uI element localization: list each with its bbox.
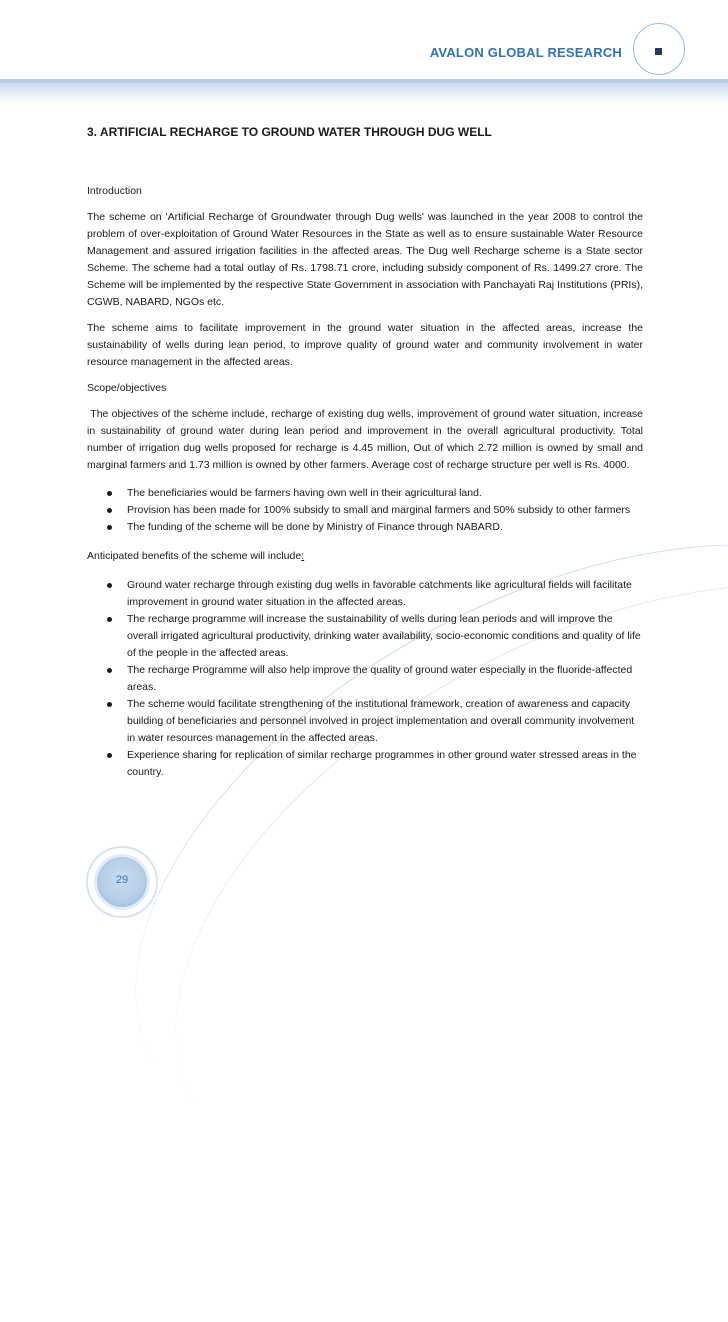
beneficiaries-list bbox=[87, 485, 643, 536]
benefits-list bbox=[87, 577, 643, 781]
bullet-icon bbox=[107, 583, 112, 588]
page-number: 29 bbox=[115, 874, 129, 886]
paragraph-aims: The scheme aims to facilitate improvement in the ground water situation in the affected areas, increase the sustainability of wells during lean period, to improve quality of ground water and community involvement in water resource management in the affected areas. bbox=[87, 322, 643, 368]
list-item: The recharge Programme will also help improve the quality of ground water especially in the fluoride-affected areas. bbox=[87, 662, 643, 696]
benefits-label: Anticipated benefits of the scheme will include: bbox=[87, 550, 305, 562]
bullet-icon bbox=[107, 508, 112, 513]
section-heading: 3. ARTIFICIAL RECHARGE TO GROUND WATER THROUGH DUG WELL bbox=[87, 125, 492, 139]
square-bullet-icon bbox=[655, 48, 662, 55]
list-item: The recharge programme will increase the sustainability of wells during lean periods and will improve the overall irrigated agricultural productivity, drinking water availability, socio-economic conditions and quality of life of the people in the affected areas. bbox=[87, 611, 643, 662]
intro-label: Introduction bbox=[87, 185, 142, 197]
bullet-icon bbox=[107, 525, 112, 530]
header-rule bbox=[0, 79, 728, 83]
list-item: The beneficiaries would be farmers having own well in their agricultural land. bbox=[87, 485, 643, 502]
bullet-icon bbox=[107, 491, 112, 496]
header-title: AVALON GLOBAL RESEARCH bbox=[429, 45, 622, 60]
list-item: Experience sharing for replication of similar recharge programmes in other ground water stressed areas in the country. bbox=[87, 747, 643, 781]
list-item: The funding of the scheme will be done by Ministry of Finance through NABARD. bbox=[87, 519, 643, 536]
list-item: The scheme would facilitate strengthening of the institutional framework, creation of awareness and capacity building of beneficiaries and personnel involved in project implementation and overall community involvement in water resources management in the affected areas. bbox=[87, 696, 643, 747]
bullet-icon bbox=[107, 753, 112, 758]
list-item: Ground water recharge through existing dug wells in favorable catchments like agricultural fields will facilitate improvement in ground water situation in the affected areas. bbox=[87, 577, 643, 611]
scope-label: Scope/objectives bbox=[87, 382, 167, 394]
paragraph-intro: The scheme on 'Artificial Recharge of Groundwater through Dug wells' was launched in the year 2008 to control the problem of over-exploitation of Ground Water Resources in the State as well as to ensure sustainable Water Resource Management and assured irrigation facilities in the affected areas. The Dug well Recharge scheme is a State sector Scheme. The scheme had a total outlay of Rs. 1798.71 crore, including subsidy component of Rs. 1499.27 crore. The Scheme will be implemented by the respective State Government in association with Panchayati Raj Institutions (PRIs), CGWB, NABARD, NGOs etc. bbox=[87, 211, 643, 308]
bullet-icon bbox=[107, 668, 112, 673]
paragraph-objectives: The objectives of the scheme include, recharge of existing dug wells, improvement of ground water situation, increase in sustainability of ground water during lean period and improvement in the overall agricultural productivity. Total number of irrigation dug wells proposed for recharge is 4.45 million, Out of which 2.72 million is owned by small and marginal farmers and 1.73 million is owned by other farmers. Average cost of recharge structure per well is Rs. 4000. bbox=[87, 408, 646, 471]
list-item: Provision has been made for 100% subsidy to small and marginal farmers and 50% subsidy to other farmers bbox=[87, 502, 643, 519]
bullet-icon bbox=[107, 617, 112, 622]
bullet-icon bbox=[107, 702, 112, 707]
main-content bbox=[87, 124, 646, 781]
